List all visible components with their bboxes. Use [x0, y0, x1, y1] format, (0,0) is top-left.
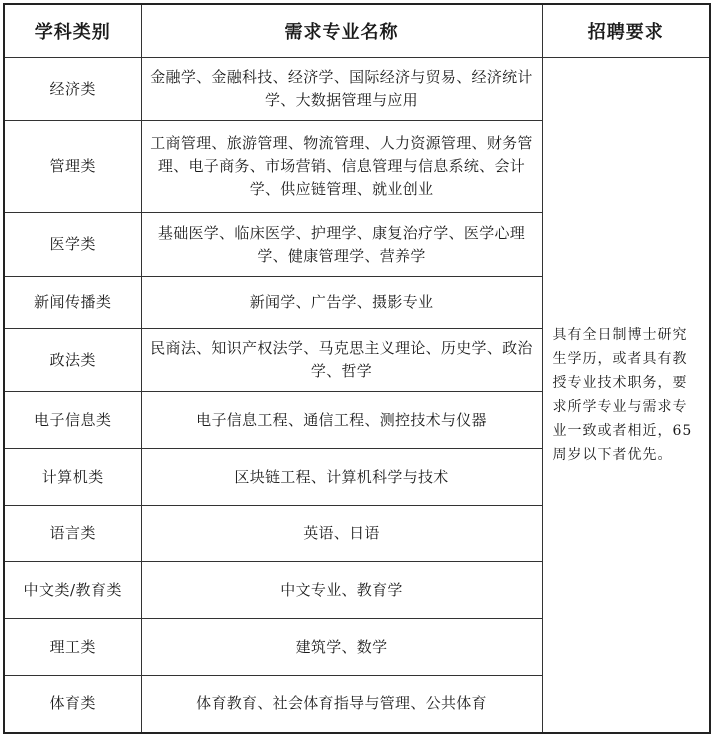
header-majors: 需求专业名称 [141, 4, 542, 58]
header-subject: 学科类别 [4, 4, 141, 58]
subject-cell: 理工类 [4, 619, 141, 676]
subject-cell: 新闻传播类 [4, 277, 141, 329]
majors-cell: 新闻学、广告学、摄影专业 [141, 277, 542, 329]
subject-cell: 体育类 [4, 676, 141, 733]
majors-cell: 民商法、知识产权法学、马克思主义理论、历史学、政治学、哲学 [141, 329, 542, 392]
subject-cell: 管理类 [4, 121, 141, 213]
subject-cell: 经济类 [4, 58, 141, 121]
subject-cell: 中文类/教育类 [4, 562, 141, 619]
subject-cell: 计算机类 [4, 449, 141, 506]
majors-cell: 电子信息工程、通信工程、测控技术与仪器 [141, 392, 542, 449]
header-requirement: 招聘要求 [542, 4, 710, 58]
majors-cell: 金融学、金融科技、经济学、国际经济与贸易、经济统计学、大数据管理与应用 [141, 58, 542, 121]
majors-cell: 体育教育、社会体育指导与管理、公共体育 [141, 676, 542, 733]
majors-cell: 基础医学、临床医学、护理学、康复治疗学、医学心理学、健康管理学、营养学 [141, 213, 542, 277]
majors-cell: 工商管理、旅游管理、物流管理、人力资源管理、财务管理、电子商务、市场营销、信息管理与信息系统、会计学、供应链管理、就业创业 [141, 121, 542, 213]
subject-cell: 语言类 [4, 506, 141, 562]
majors-cell: 中文专业、教育学 [141, 562, 542, 619]
table-row [4, 58, 710, 121]
subject-cell: 医学类 [4, 213, 141, 277]
recruitment-table [3, 3, 711, 734]
header-row [4, 4, 710, 58]
subject-cell: 政法类 [4, 329, 141, 392]
requirement-cell: 具有全日制博士研究生学历，或者具有教授专业技术职务，要求所学专业与需求专业一致或者相近，65周岁以下者优先。 [542, 58, 710, 733]
majors-cell: 区块链工程、计算机科学与技术 [141, 449, 542, 506]
subject-cell: 电子信息类 [4, 392, 141, 449]
majors-cell: 建筑学、数学 [141, 619, 542, 676]
majors-cell: 英语、日语 [141, 506, 542, 562]
